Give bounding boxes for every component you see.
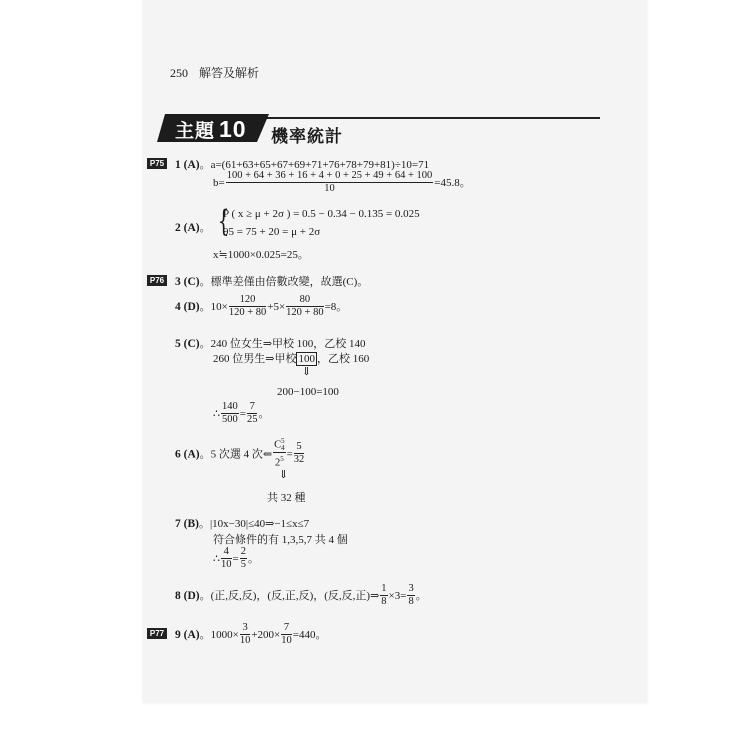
page-tag-p75: P75: [147, 158, 167, 169]
q1-line2: b= $\frac{100 + 64 + 36 + 16 + 4 + 0 + 25 + 49 + 64 + 100}{10}$ =45.8。: [213, 170, 471, 194]
q6-line1: 6 (A)。5 次選 4 次⇐ C 5 4 $2^5$ = $\frac{5}{32}$: [175, 437, 305, 469]
q6-line3: 共 32 種: [267, 492, 306, 504]
q2-label: 2 (A)。: [175, 222, 211, 234]
book-page: [143, 0, 647, 703]
q2-brace: {: [217, 204, 230, 239]
q9-line: 9 (A)。1000× $\frac{3}{10}$ +200× $\frac{7}{10}$ =440。: [175, 622, 327, 646]
topic-title: 機率統計: [271, 127, 343, 146]
page-tag-p76: P76: [147, 275, 167, 286]
page-tag-p77: P77: [147, 628, 167, 639]
q1-fraction: $\frac{100 + 64 + 36 + 16 + 4 + 0 + 25 + 49 + 64 + 100}{10}$: [226, 170, 433, 194]
q4-line: 4 (D)。10× $\frac{120}{120 + 80}$ +5× $\frac{80}{120 + 80}$ =8。: [175, 294, 348, 318]
q5-line3: 200−100=100: [277, 386, 339, 398]
q5-line4: ∴ $\frac{140}{500}$ = $\frac{7}{25}$ 。: [213, 401, 270, 425]
page-number: 250: [170, 66, 188, 80]
q7-line3: ∴ $\frac{4}{10}$ = $\frac{2}{5}$ 。: [213, 546, 259, 570]
header-title: 解答及解析: [199, 66, 260, 80]
q5-line1: 5 (C)。240 位女生⇒甲校 100，乙校 140: [175, 338, 366, 350]
topic-banner: [151, 112, 263, 142]
running-header: [170, 64, 259, 81]
q2-eq1: P ( x ≥ μ + 2σ ) = 0.5 − 0.34 − 0.135 = 0.025: [223, 208, 420, 220]
q8-line: 8 (D)。(正,反,反)，(反,正,反)，(反,反,正)⇒ $\frac{1}{8}$ ×3= $\frac{3}{8}$ 。: [175, 583, 427, 607]
q3-line: 3 (C)。標準差僅由倍數改變，故選(C)。: [175, 276, 369, 288]
q5-line2: 260 位男生⇒甲校 100 ，乙校 160: [213, 353, 370, 365]
boxed-value: 100: [298, 353, 315, 365]
topic-rule: [258, 117, 600, 119]
q7-line2: 符合條件的有 1,3,5,7 共 4 個: [213, 534, 348, 546]
q1-line1: 1 (A)。a=(61+63+65+67+69+71+76+78+79+81)÷10=71: [175, 159, 430, 171]
q2-line3: x≒1000×0.025=25。: [213, 249, 309, 261]
q5-arrow: ⇓: [302, 366, 312, 378]
topic-label: 主題 10: [175, 116, 247, 142]
q6-arrow: ⇓: [279, 469, 289, 481]
q7-line1: 7 (B)。|10x−30|≤40⇒−1≤x≤7: [175, 518, 310, 530]
q2-eq2: 95 = 75 + 20 = μ + 2σ: [223, 226, 321, 238]
